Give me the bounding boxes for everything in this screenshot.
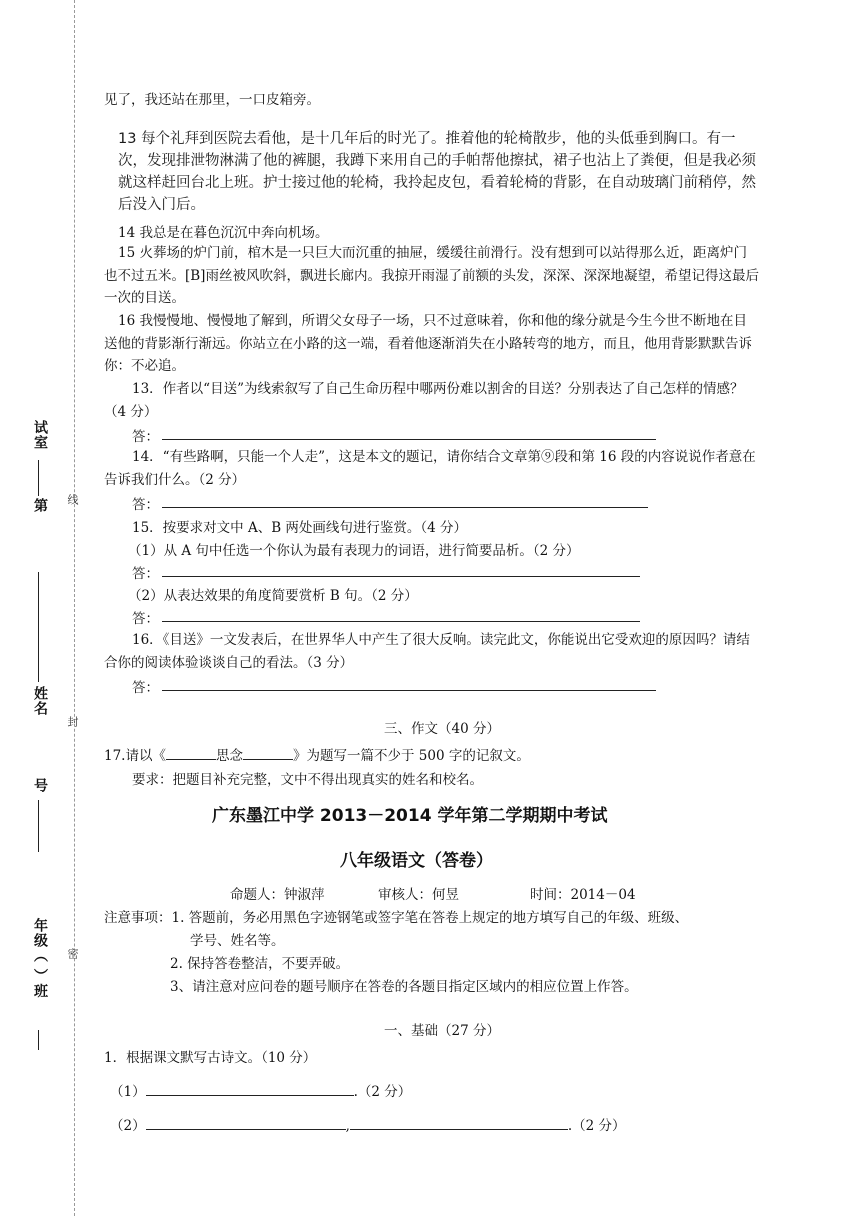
answer-line-16[interactable]: [162, 676, 656, 691]
question-14: 14．“有些路啊，只能一个人走”，这是本文的题记，请你结合文章第⑨段和第 16 段的内容说说作者意在告诉我们什么。（2 分）: [104, 449, 756, 488]
fill-2-blank-a[interactable]: [146, 1115, 346, 1130]
exam-subtitle: 八年级语文（答卷）: [340, 851, 493, 871]
question-17-suffix: 》为题写一篇不少于 500 字的记叙文。: [292, 748, 530, 764]
author-meta: 命题人：钟淑萍: [230, 887, 325, 903]
title-blank-2[interactable]: [243, 745, 293, 760]
binding-word-seal: 封: [66, 716, 79, 727]
fill-1-label: （1）: [110, 1084, 146, 1100]
section-1-heading: 一、基础（27 分）: [384, 1023, 500, 1039]
answer-line-13[interactable]: [162, 425, 656, 440]
fill-2-label: （2）: [110, 1118, 146, 1134]
number-blank: [38, 800, 39, 852]
binding-word-secret: 密: [66, 948, 79, 959]
answer-label-16: 答：: [132, 680, 159, 696]
answer-label-13: 答：: [132, 429, 159, 445]
fill-2-score: .（2 分）: [567, 1118, 626, 1134]
paragraph-15: 15 火葬场的炉门前，棺木是一只巨大而沉重的抽屉，缓缓往前滑行。没有想到可以站得那么近，距离炉门也不过五米。[B]雨丝被风吹斜，飘进长廊内。我掠开雨湿了前额的头发，深深、深深地凝望，希望记得这最后一次的目送。: [104, 245, 759, 306]
fill-1-blank[interactable]: [146, 1081, 354, 1096]
binding-word-line: 线: [66, 494, 79, 505]
paragraph-14: 14 我总是在暮色沉沉中奔向机场。: [118, 225, 329, 241]
scanned-paragraph-13: 13 每个礼拜到医院去看他，是十几年后的时光了。推着他的轮椅散步，他的头低垂到胸口。有一次，发现排泄物淋满了他的裤腿，我蹲下来用自己的手帕帮他擦拭，裙子也沾上了粪便，但是我必须就这样赶回台北上班。护士接过他的轮椅，我拎起皮包，看着轮椅的背影，在自动玻璃门前稍停，然后没入门后。: [118, 131, 756, 213]
exam-title: 广东墨江中学 2013－2014 学年第二学期期中考试: [212, 806, 608, 826]
name-blank: [38, 572, 39, 682]
paragraph-16: 16 我慢慢地、慢慢地了解到，所谓父女母子一场，只不过意味着，你和他的缘分就是今生今世不断地在目送他的背影渐行渐远。你站立在小路的这一端，看着他逐渐消失在小路转弯的地方，而且，他用背影默默告诉你：不必追。: [104, 313, 752, 374]
question-17-prefix: 17.请以《: [104, 748, 166, 764]
question-15: 15．按要求对文中 A、B 两处画线句进行鉴赏。（4 分）: [132, 520, 468, 536]
answer-label-14: 答：: [132, 497, 159, 513]
question-15-2: （2）从表达效果的角度简要赏析 B 句。（2 分）: [128, 588, 418, 604]
notice-3: 3、请注意对应问卷的题号顺序在答卷的各题目指定区域内的相应位置上作答。: [170, 979, 638, 995]
grade-class-label: 年级（ ）班: [32, 918, 48, 999]
essay-requirement: 要求：把题目补充完整，文中不得出现真实的姓名和校名。: [132, 772, 483, 788]
exam-room-label-b: 第: [32, 498, 48, 513]
fill-2: [110, 1114, 626, 1134]
notice-2: 2. 保持答卷整洁，不要弄破。: [170, 956, 350, 972]
name-label: 姓名: [32, 686, 48, 716]
answer-line-14[interactable]: [162, 493, 648, 508]
question-13: 13．作者以“目送”为线索叙写了自己生命历程中哪两份难以割舍的目送？分别表达了自己怎样的情感？（4 分）: [104, 381, 744, 420]
question-1: 1．根据课文默写古诗文。（10 分）: [104, 1050, 317, 1066]
fill-2-blank-b[interactable]: [350, 1115, 568, 1130]
title-blank-1[interactable]: [166, 745, 216, 760]
notice-1: 注意事项：1. 答题前，务必用黑色字迹钢笔或签字笔在答卷上规定的地方填写自己的年级、班级、: [104, 910, 689, 926]
date-meta: 时间：2014－04: [530, 887, 636, 903]
notice-1-cont: 学号、姓名等。: [190, 933, 285, 949]
answer-label-15-1: 答：: [132, 566, 159, 582]
fill-2-comma: ,: [345, 1118, 350, 1134]
reviewer-meta: 审核人：何昱: [378, 887, 459, 903]
question-16: 16．《目送》一文发表后，在世界华人中产生了很大反响。读完此文，你能说出它受欢迎的原因吗？请结合你的阅读体验谈谈自己的看法。（3 分）: [104, 632, 750, 671]
exam-room-blank: [38, 460, 39, 496]
fill-1: [110, 1080, 411, 1100]
answer-line-15-1[interactable]: [162, 562, 640, 577]
number-label: 号: [32, 778, 48, 793]
fill-1-score: .（2 分）: [353, 1084, 412, 1100]
answer-label-15-2: 答：: [132, 611, 159, 627]
answer-line-15-2[interactable]: [162, 607, 640, 622]
question-15-1: （1）从 A 句中任选一个你认为最有表现力的词语，进行简要品析。（2 分）: [128, 543, 580, 559]
text-line: 见了，我还站在那里，一口皮箱旁。: [104, 92, 320, 108]
exam-room-label-a: 试室: [32, 420, 48, 450]
section-3-heading: 三、作文（40 分）: [384, 721, 500, 737]
question-17: [104, 744, 530, 764]
question-17-word: 思念: [215, 748, 243, 764]
